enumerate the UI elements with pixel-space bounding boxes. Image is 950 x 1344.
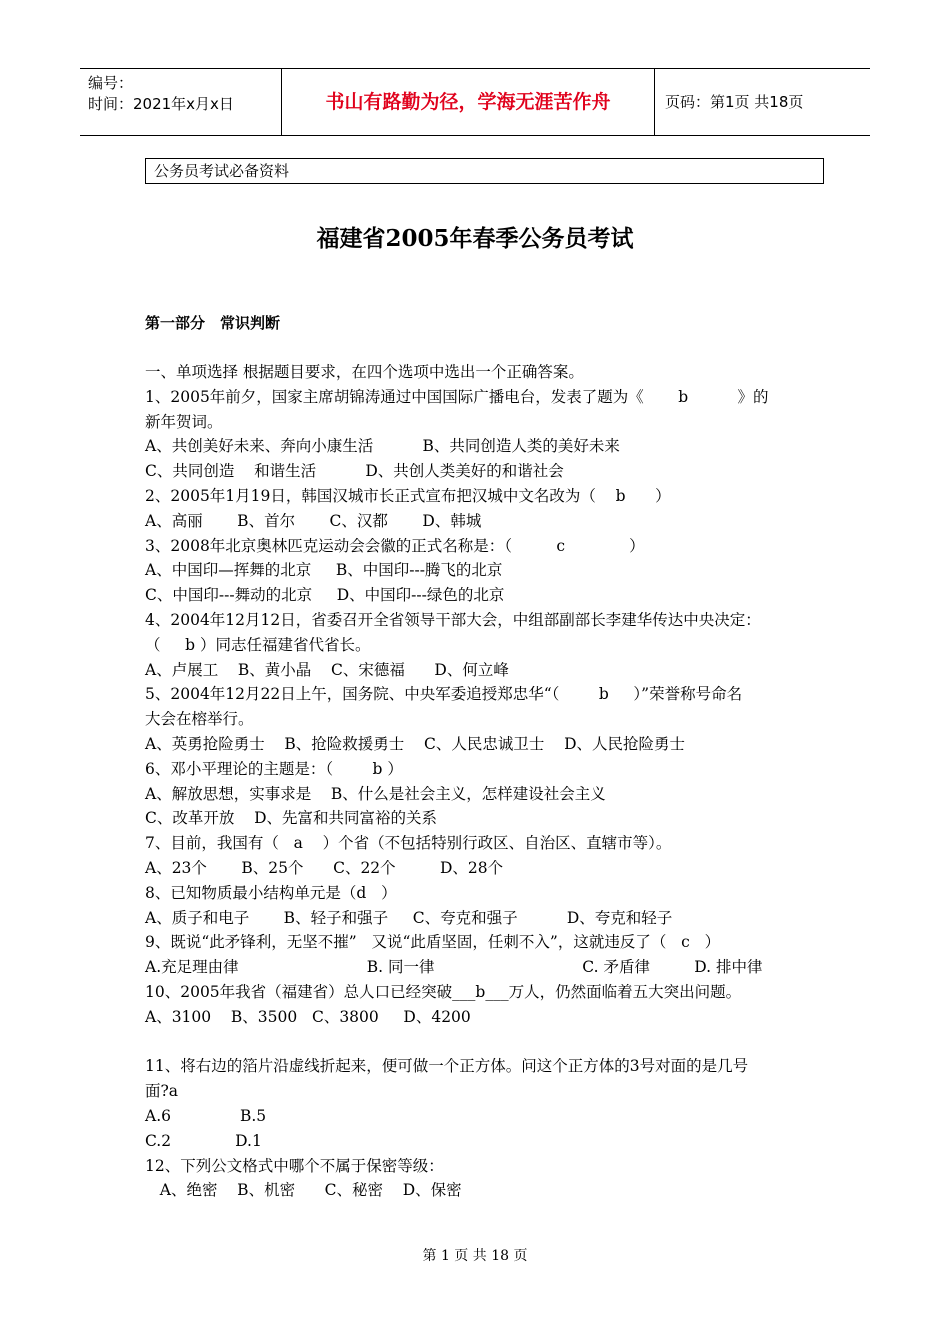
text-line: 面?a xyxy=(145,1082,179,1101)
text-line: A.充足理由律 B. 同一律 C. 矛盾律 D. 排中律 xyxy=(145,958,763,977)
text-line: 4、2004年12月12日，省委召开全省领导干部大会，中组部副部长李建华传达中央决定： xyxy=(145,610,761,629)
text-line: 7、目前，我国有（ a ）个省（不包括特别行政区、自治区、直辖市等）。 xyxy=(145,834,672,853)
header-meta xyxy=(80,69,281,135)
text-line: C.2 D.1 xyxy=(145,1131,262,1150)
text-line: A、23个 B、25个 C、22个 D、28个 xyxy=(145,858,504,877)
text-line: A、中国印—挥舞的北京 B、中国印---腾飞的北京 xyxy=(145,561,503,580)
text-line: A、解放思想，实事求是 B、什么是社会主义，怎样建设社会主义 xyxy=(145,784,606,803)
text-line: 新年贺词。 xyxy=(145,412,223,431)
text-line: C、中国印---舞动的北京 D、中国印---绿色的北京 xyxy=(145,586,505,605)
text-line: A、卢展工 B、黄小晶 C、宋德福 D、何立峰 xyxy=(145,660,509,679)
text-line: 10、2005年我省（福建省）总人口已经突破___b___万人，仍然面临着五大突出问题。 xyxy=(145,982,742,1001)
page-title: 福建省2005年春季公务员考试 xyxy=(316,225,634,252)
text-line: A、英勇抢险勇士 B、抢险救援勇士 C、人民忠诚卫士 D、人民抢险勇士 xyxy=(145,734,685,753)
text-line: A、质子和电子 B、轻子和强子 C、夸克和强子 D、夸克和轻子 xyxy=(145,908,673,927)
text-line: A、共创美好未来、奔向小康生活 B、共同创造人类的美好未来 xyxy=(145,437,620,456)
question-body xyxy=(145,360,810,1203)
text-line: C、共同创造 和谐生活 D、共创人类美好的和谐社会 xyxy=(145,462,564,481)
text-line: 一、单项选择 根据题目要求，在四个选项中选出一个正确答案。 xyxy=(145,363,584,381)
text-line: A、3100 B、3500 C、3800 D、4200 xyxy=(145,1007,471,1026)
section-heading: 第一部分 常识判断 xyxy=(145,314,281,332)
time-label: 时间：2021年x月x日 xyxy=(88,95,234,113)
document-header xyxy=(80,68,870,136)
text-line: 6、邓小平理论的主题是：（ b ） xyxy=(145,759,403,778)
text-line: 大会在榕举行。 xyxy=(145,710,254,729)
code-label: 编号： xyxy=(88,74,134,92)
text-line: C、改革开放 D、先富和共同富裕的关系 xyxy=(145,809,437,828)
text-line: 2、2005年1月19日，韩国汉城市长正式宣布把汉城中文名改为（ b ） xyxy=(145,486,671,505)
text-line: 1、2005年前夕，国家主席胡锦涛通过中国国际广播电台，发表了题为《 b 》的 xyxy=(145,387,769,406)
text-line: 8、已知物质最小结构单元是（d ） xyxy=(145,883,397,902)
header-motto: 书山有路勤为径，学海无涯苦作舟 xyxy=(281,69,655,135)
text-line: 3、2008年北京奥林匹克运动会会徽的正式名称是：（ c ） xyxy=(145,536,645,555)
text-line: 5、2004年12月22日上午，国务院、中央军委追授郑忠华“（ b ）”荣誉称号命名 xyxy=(145,685,743,704)
text-line: A、绝密 B、机密 C、秘密 D、保密 xyxy=(145,1181,462,1200)
header-page-info: 页码：第1页 共18页 xyxy=(665,93,804,111)
page-footer: 第 1 页 共 18 页 xyxy=(422,1248,528,1264)
text-line: A、高丽 B、首尔 C、汉都 D、韩城 xyxy=(145,511,482,530)
text-line: 12、下列公文格式中哪个不属于保密等级： xyxy=(145,1156,444,1175)
text-line: A.6 B.5 xyxy=(145,1106,267,1125)
text-line: （ b ）同志任福建省代省长。 xyxy=(145,635,371,654)
text-line: 9、既说“此矛锋利，无坚不摧” 又说“此盾坚固，任刺不入”，这就违反了（ c ） xyxy=(145,933,721,952)
text-line: 11、将右边的箔片沿虚线折起来，便可做一个正方体。问这个正方体的3号对面的是几号 xyxy=(145,1057,749,1076)
box-label: 公务员考试必备资料 xyxy=(145,158,824,184)
text-line xyxy=(145,1030,810,1055)
